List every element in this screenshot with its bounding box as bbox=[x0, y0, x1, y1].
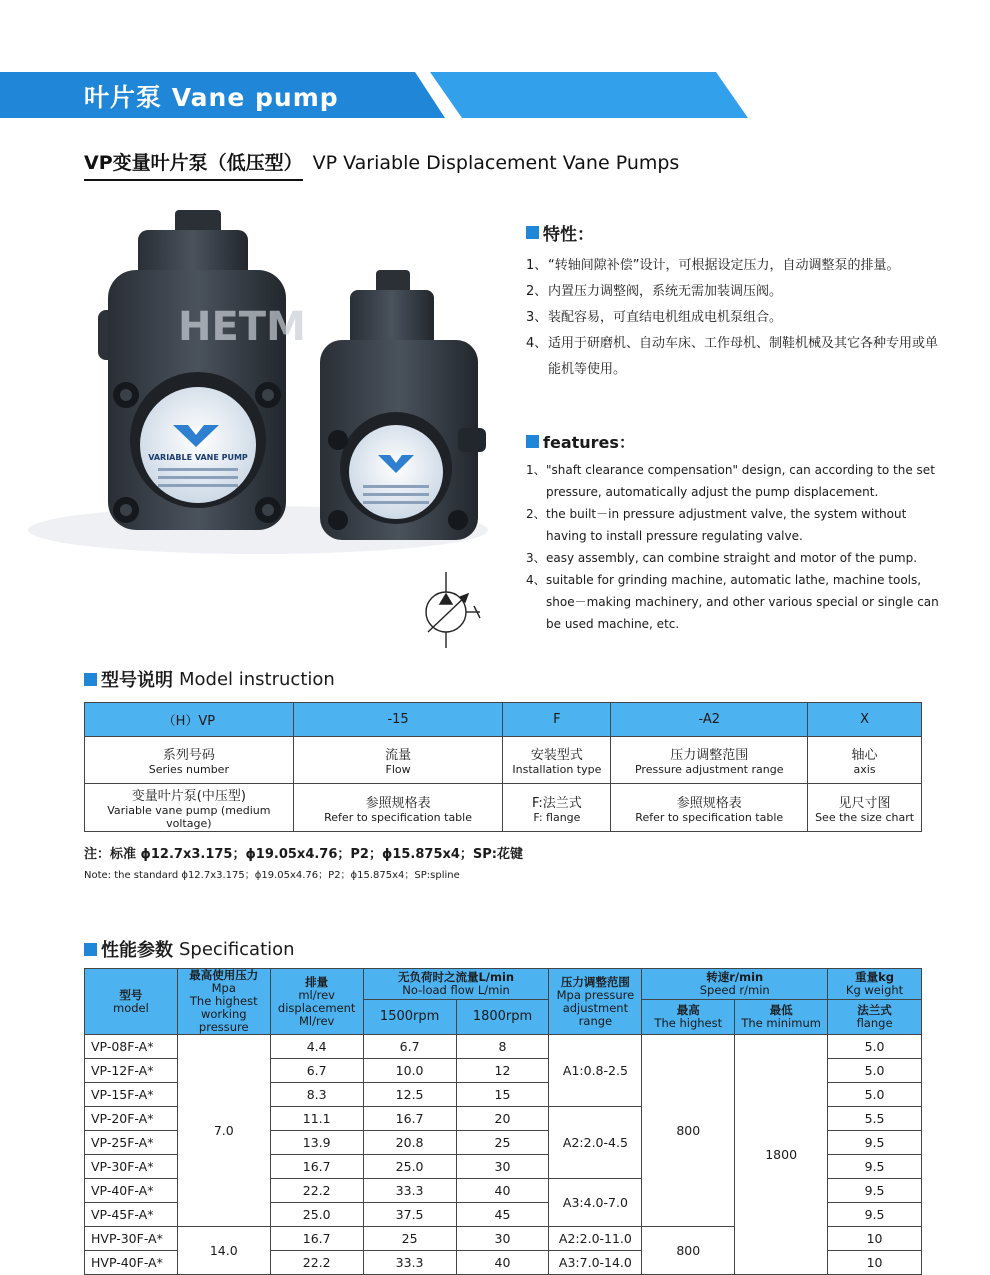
list-item: 1、 “转轴间隙补偿”设计，可根据设定压力，自动调整泵的排量。 bbox=[526, 258, 900, 273]
table-row: VP-08F-A* 7.0 4.4 6.7 8 A1:0.8-2.5 800 1800 5.0 bbox=[85, 1035, 922, 1059]
col-pressure: 最高使用压力 Mpa The highest working pressure bbox=[177, 969, 270, 1035]
list-item: 2、 the built－in pressure adjustment valve, the system without having to install pressure regulating valve. bbox=[526, 507, 907, 543]
specification-table bbox=[84, 968, 922, 1275]
table-row: VP-45F-A* 25.0 37.5 45 9.5 bbox=[85, 1203, 922, 1227]
banner-light-stripe bbox=[430, 72, 748, 118]
table-row: HVP-40F-A* 22.2 33.3 40 A3:7.0-14.0 10 bbox=[85, 1251, 922, 1275]
spec-section-heading: 性能参数 Specification bbox=[84, 936, 295, 962]
features-cn-heading bbox=[526, 220, 946, 245]
square-bullet-icon bbox=[526, 226, 539, 239]
square-bullet-icon bbox=[84, 673, 97, 686]
square-bullet-icon bbox=[84, 943, 97, 956]
list-item: 2、 内置压力调整阀，系统无需加装调压阀。 bbox=[526, 284, 783, 299]
photo-watermark: HETM bbox=[178, 304, 306, 350]
product-subtitle bbox=[84, 148, 679, 181]
table-header-row: 1500rpm 1800rpm 最高 The highest 最低 The minimum 法兰式 flange bbox=[85, 999, 922, 1034]
list-item: 3、 easy assembly, can combine straight and motor of the pump. bbox=[526, 551, 918, 565]
features-en-section bbox=[526, 430, 946, 635]
standard-note bbox=[84, 843, 523, 881]
features-en-heading bbox=[526, 430, 946, 453]
col-flow: 无负荷时之流量L/min No-load flow L/min bbox=[363, 969, 549, 1000]
note-cn: 注：标准 ϕ12.7x3.175；ϕ19.05x4.76；P2；ϕ15.875x4；SP:花键 bbox=[84, 847, 524, 862]
table-row: VP-40F-A* 22.2 33.3 40 A3:4.0-7.0 9.5 bbox=[85, 1179, 922, 1203]
features-cn-heading-text: 特性： bbox=[543, 225, 594, 245]
col-weight: 重量kg Kg weight bbox=[828, 969, 922, 1000]
large-pump-illustration bbox=[98, 210, 286, 530]
features-en-heading-text: features： bbox=[543, 433, 635, 452]
subtitle-cn: VP变量叶片泵（低压型） bbox=[84, 148, 303, 181]
banner-title: 叶片泵 Vane pump bbox=[84, 83, 339, 112]
page-banner bbox=[0, 72, 990, 122]
table-row: VP-20F-A* 11.1 16.7 20 A2:2.0-4.5 5.5 bbox=[85, 1107, 922, 1131]
table-row: VP-30F-A* 16.7 25.0 30 9.5 bbox=[85, 1155, 922, 1179]
table-row: VP-25F-A* 13.9 20.8 25 9.5 bbox=[85, 1131, 922, 1155]
col-speed: 转速r/min Speed r/min bbox=[642, 969, 828, 1000]
list-item: 1、 "shaft clearance compensation" design, can according to the set pressure, automatically adjust the pump displacement. bbox=[526, 463, 935, 499]
col-adjust: 压力调整范围 Mpa pressure adjustment range bbox=[549, 969, 642, 1035]
note-en: Note: the standard ϕ12.7x3.175；ϕ19.05x4.76；P2；ϕ15.875x4；SP:spline bbox=[84, 870, 460, 881]
product-photo bbox=[28, 200, 508, 660]
table-row: （H）VP -15 F -A2 X bbox=[85, 703, 922, 737]
list-item: 4、 suitable for grinding machine, automatic lathe, machine tools, shoe－making machinery, and other various special or single can be used machine, etc. bbox=[526, 573, 939, 631]
subtitle-en: VP Variable Displacement Vane Pumps bbox=[312, 152, 680, 174]
small-pump-illustration bbox=[320, 270, 486, 540]
hydraulic-symbol-icon bbox=[426, 572, 480, 648]
table-row: 变量叶片泵(中压型) Variable vane pump (medium voltage) 参照规格表 Refer to specification table F:法兰式 F: flange 参照规格表 Refer to specification table 见尺寸图 See the size chart bbox=[85, 784, 922, 832]
model-instruction-table bbox=[84, 702, 922, 832]
table-header-row bbox=[85, 969, 922, 1000]
square-bullet-icon bbox=[526, 435, 539, 448]
table-row: 系列号码 Series number 流量 Flow 安装型式 Installation type 压力调整范围 Pressure adjustment range 轴心 axis bbox=[85, 737, 922, 784]
list-item: 3、 装配容易，可直结电机组成电机泵组合。 bbox=[526, 310, 783, 325]
table-row: VP-12F-A* 6.7 10.0 12 5.0 bbox=[85, 1059, 922, 1083]
list-item: 4、 适用于研磨机、自动车床、工作母机、制鞋机械及其它各种专用或单能机等使用。 bbox=[526, 336, 939, 377]
col-displacement: 排量 ml/rev displacement Ml/rev bbox=[270, 969, 363, 1035]
model-section-heading: 型号说明 Model instruction bbox=[84, 666, 335, 692]
plate-title: VARIABLE VANE PUMP bbox=[148, 453, 248, 462]
table-row: HVP-30F-A* 14.0 16.7 25 30 A2:2.0-11.0 800 10 bbox=[85, 1227, 922, 1251]
col-model: 型号 model bbox=[85, 969, 178, 1035]
table-row: VP-15F-A* 8.3 12.5 15 5.0 bbox=[85, 1083, 922, 1107]
features-cn-section bbox=[526, 220, 946, 383]
